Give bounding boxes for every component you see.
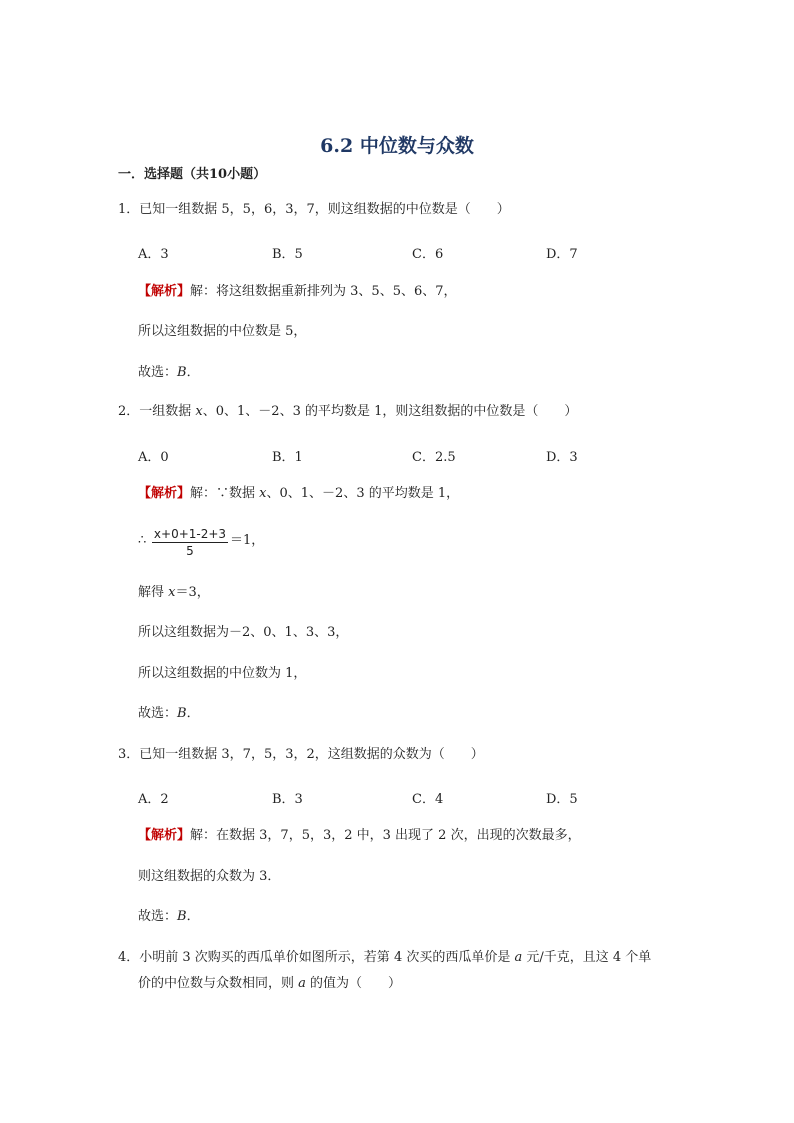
mean-fraction	[152, 527, 228, 558]
q2-solution-line-5: 所以这组数据的中位数为 1，	[138, 666, 307, 681]
q3-option-a: A．2	[138, 792, 169, 807]
q2-option-c: C．2.5	[412, 450, 456, 465]
q3-answer: B	[177, 909, 187, 924]
solution-tag: 【解析】	[138, 284, 191, 299]
q2-solution-line-3: 解得 x＝3，	[138, 585, 210, 600]
q1-option-b: B．5	[272, 247, 303, 262]
q4-stem-line-2: 价的中位数与众数相同，则 a 的值为（ ）	[138, 976, 402, 991]
solution-tag: 【解析】	[138, 486, 191, 501]
q1-answer-line: 故选：B．	[138, 365, 200, 380]
q3-solution-line-2: 则这组数据的众数为 3．	[138, 869, 281, 884]
q3-option-d: D．5	[546, 792, 578, 807]
q1-option-d: D．7	[546, 247, 578, 262]
q2-answer: B	[177, 706, 187, 721]
q3-solution-line-1: 【解析】解：在数据 3，7，5，3，2 中，3 出现了 2 次，出现的次数最多，	[138, 828, 581, 843]
q3-option-c: C．4	[412, 792, 444, 807]
q2-answer-line: 故选：B．	[138, 706, 200, 721]
q1-stem: 1．已知一组数据 5，5，6，3，7，则这组数据的中位数是（ ）	[118, 202, 510, 217]
q2-solution-line-1: 【解析】解：∵数据 x、0、1、－2、3 的平均数是 1，	[138, 486, 460, 501]
q4-stem-line-1: 4．小明前 3 次购买的西瓜单价如图所示，若第 4 次买的西瓜单价是 a 元/千克，且这 4 个单	[118, 950, 652, 965]
q2-stem: 2．一组数据 x、0、1、－2、3 的平均数是 1，则这组数据的中位数是（ ）	[118, 404, 578, 419]
solution-tag: 【解析】	[138, 828, 191, 843]
section-heading: 一．选择题（共10小题）	[118, 167, 267, 182]
fraction-denominator: 5	[186, 544, 194, 558]
q1-solution-line-1: 【解析】解：将这组数据重新排列为 3、5、5、6、7，	[138, 284, 457, 299]
q3-option-b: B．3	[272, 792, 303, 807]
q3-answer-line: 故选：B．	[138, 909, 200, 924]
therefore-symbol: ∴	[138, 533, 147, 548]
q1-option-c: C．6	[412, 247, 444, 262]
fraction-result: ＝1，	[230, 533, 265, 548]
q2-solution-line-4: 所以这组数据为－2、0、1、3、3，	[138, 625, 349, 640]
q3-stem: 3．已知一组数据 3，7，5，3，2，这组数据的众数为（ ）	[118, 747, 484, 762]
q2-option-d: D．3	[546, 450, 578, 465]
q1-option-a: A．3	[138, 247, 169, 262]
fraction-numerator: x+0+1-2+3	[153, 527, 227, 541]
q2-option-a: A．0	[138, 450, 169, 465]
q1-answer: B	[177, 365, 187, 380]
q1-solution-line-2: 所以这组数据的中位数是 5，	[138, 324, 307, 339]
q2-option-b: B．1	[272, 450, 303, 465]
page-title: 6.2 中位数与众数	[320, 135, 474, 157]
